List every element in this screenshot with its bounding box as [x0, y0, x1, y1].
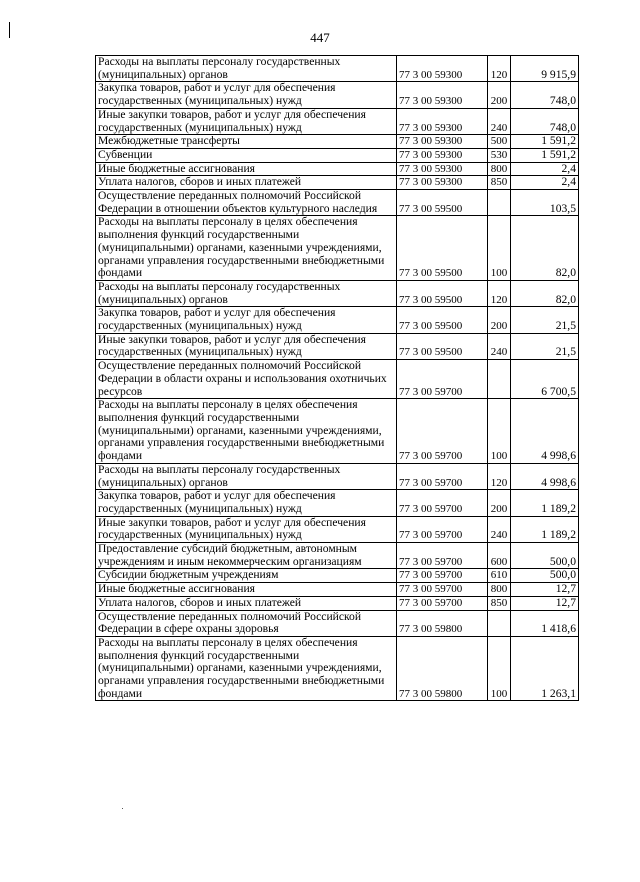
- item-amount: 103,5: [511, 190, 579, 216]
- table-row: [96, 216, 579, 281]
- table-row: [96, 596, 579, 610]
- item-name: Уплата налогов, сборов и иных платежей: [96, 596, 397, 610]
- scan-dot: [122, 808, 123, 809]
- item-name: Расходы на выплаты персоналу в целях обеспечения выполнения функций государственными (муниципальными) органами, казенными учреждениями, органами управления государственными внебюджетными фондами: [96, 216, 397, 281]
- item-expense-type: 800: [488, 162, 511, 176]
- item-name: Уплата налогов, сборов и иных платежей: [96, 176, 397, 190]
- item-expense-type: 850: [488, 596, 511, 610]
- item-amount: 12,7: [511, 583, 579, 597]
- item-code: 77 3 00 59500: [397, 307, 488, 333]
- item-code: 77 3 00 59300: [397, 82, 488, 108]
- item-expense-type: 120: [488, 280, 511, 306]
- item-amount: 12,7: [511, 596, 579, 610]
- item-name: Осуществление переданных полномочий Российской Федерации в отношении объектов культурного наследия: [96, 190, 397, 216]
- item-expense-type: [488, 190, 511, 216]
- table-row: [96, 56, 579, 82]
- item-code: 77 3 00 59700: [397, 583, 488, 597]
- table-row: [96, 333, 579, 359]
- item-expense-type: [488, 360, 511, 399]
- item-name: Расходы на выплаты персоналу государственных (муниципальных) органов: [96, 56, 397, 82]
- item-amount: 4 998,6: [511, 399, 579, 464]
- item-amount: 1 189,2: [511, 490, 579, 516]
- item-amount: 82,0: [511, 280, 579, 306]
- item-code: 77 3 00 59700: [397, 360, 488, 399]
- budget-table: [95, 55, 579, 701]
- item-name: Иные закупки товаров, работ и услуг для обеспечения государственных (муниципальных) нужд: [96, 516, 397, 542]
- item-name: Закупка товаров, работ и услуг для обеспечения государственных (муниципальных) нужд: [96, 490, 397, 516]
- table-row: [96, 516, 579, 542]
- table-row: [96, 360, 579, 399]
- table-row: [96, 108, 579, 134]
- item-expense-type: 500: [488, 135, 511, 149]
- item-code: 77 3 00 59500: [397, 333, 488, 359]
- table-row: [96, 543, 579, 569]
- table-row: [96, 162, 579, 176]
- table-row: [96, 583, 579, 597]
- item-amount: 1 263,1: [511, 636, 579, 701]
- item-code: 77 3 00 59300: [397, 176, 488, 190]
- item-code: 77 3 00 59500: [397, 280, 488, 306]
- item-name: Расходы на выплаты персоналу в целях обеспечения выполнения функций государственными (муниципальными) органами, казенными учреждениями, органами управления государственными внебюджетными фондами: [96, 399, 397, 464]
- item-amount: 1 591,2: [511, 148, 579, 162]
- item-expense-type: 200: [488, 307, 511, 333]
- item-amount: 4 998,6: [511, 463, 579, 489]
- item-code: 77 3 00 59300: [397, 162, 488, 176]
- table-row: [96, 463, 579, 489]
- item-expense-type: 120: [488, 56, 511, 82]
- item-amount: 748,0: [511, 82, 579, 108]
- item-code: 77 3 00 59300: [397, 135, 488, 149]
- item-expense-type: 240: [488, 516, 511, 542]
- item-expense-type: 100: [488, 216, 511, 281]
- item-code: 77 3 00 59500: [397, 216, 488, 281]
- table-row: [96, 636, 579, 701]
- item-amount: 500,0: [511, 543, 579, 569]
- table-row: [96, 190, 579, 216]
- item-name: Осуществление переданных полномочий Российской Федерации в сфере охраны здоровья: [96, 610, 397, 636]
- item-name: Иные бюджетные ассигнования: [96, 162, 397, 176]
- item-expense-type: 120: [488, 463, 511, 489]
- table-row: [96, 399, 579, 464]
- item-name: Расходы на выплаты персоналу в целях обеспечения выполнения функций государственными (муниципальными) органами, казенными учреждениями, органами управления государственными внебюджетными фондами: [96, 636, 397, 701]
- table-row: [96, 280, 579, 306]
- item-expense-type: 100: [488, 636, 511, 701]
- item-expense-type: 530: [488, 148, 511, 162]
- item-code: 77 3 00 59700: [397, 399, 488, 464]
- item-amount: 6 700,5: [511, 360, 579, 399]
- item-expense-type: [488, 610, 511, 636]
- table-row: [96, 176, 579, 190]
- item-amount: 1 418,6: [511, 610, 579, 636]
- item-amount: 2,4: [511, 176, 579, 190]
- item-code: 77 3 00 59300: [397, 148, 488, 162]
- item-code: 77 3 00 59700: [397, 596, 488, 610]
- item-code: 77 3 00 59800: [397, 610, 488, 636]
- item-expense-type: 610: [488, 569, 511, 583]
- item-name: Межбюджетные трансферты: [96, 135, 397, 149]
- item-code: 77 3 00 59700: [397, 543, 488, 569]
- item-name: Иные бюджетные ассигнования: [96, 583, 397, 597]
- item-amount: 1 189,2: [511, 516, 579, 542]
- item-code: 77 3 00 59800: [397, 636, 488, 701]
- item-expense-type: 200: [488, 490, 511, 516]
- table-row: [96, 135, 579, 149]
- budget-table-body: [96, 56, 579, 701]
- item-name: Иные закупки товаров, работ и услуг для обеспечения государственных (муниципальных) нужд: [96, 333, 397, 359]
- item-amount: 1 591,2: [511, 135, 579, 149]
- item-expense-type: 240: [488, 333, 511, 359]
- item-name: Предоставление субсидий бюджетным, автономным учреждениям и иным некоммерческим организациям: [96, 543, 397, 569]
- table-row: [96, 569, 579, 583]
- item-expense-type: 800: [488, 583, 511, 597]
- item-amount: 748,0: [511, 108, 579, 134]
- table-row: [96, 610, 579, 636]
- item-amount: 500,0: [511, 569, 579, 583]
- item-name: Закупка товаров, работ и услуг для обеспечения государственных (муниципальных) нужд: [96, 82, 397, 108]
- item-amount: 82,0: [511, 216, 579, 281]
- item-code: 77 3 00 59500: [397, 190, 488, 216]
- item-expense-type: 600: [488, 543, 511, 569]
- table-row: [96, 307, 579, 333]
- table-row: [96, 490, 579, 516]
- item-name: Расходы на выплаты персоналу государственных (муниципальных) органов: [96, 280, 397, 306]
- item-expense-type: 850: [488, 176, 511, 190]
- item-name: Расходы на выплаты персоналу государственных (муниципальных) органов: [96, 463, 397, 489]
- item-code: 77 3 00 59700: [397, 516, 488, 542]
- table-row: [96, 82, 579, 108]
- item-expense-type: 200: [488, 82, 511, 108]
- item-code: 77 3 00 59300: [397, 108, 488, 134]
- page-number: 447: [310, 30, 330, 45]
- item-name: Иные закупки товаров, работ и услуг для обеспечения государственных (муниципальных) нужд: [96, 108, 397, 134]
- item-code: 77 3 00 59700: [397, 490, 488, 516]
- item-name: Субвенции: [96, 148, 397, 162]
- item-name: Субсидии бюджетным учреждениям: [96, 569, 397, 583]
- item-expense-type: 240: [488, 108, 511, 134]
- item-name: Закупка товаров, работ и услуг для обеспечения государственных (муниципальных) нужд: [96, 307, 397, 333]
- item-code: 77 3 00 59700: [397, 569, 488, 583]
- item-amount: 9 915,9: [511, 56, 579, 82]
- item-amount: 21,5: [511, 307, 579, 333]
- item-code: 77 3 00 59300: [397, 56, 488, 82]
- item-amount: 2,4: [511, 162, 579, 176]
- item-code: 77 3 00 59700: [397, 463, 488, 489]
- item-amount: 21,5: [511, 333, 579, 359]
- item-expense-type: 100: [488, 399, 511, 464]
- item-name: Осуществление переданных полномочий Российской Федерации в области охраны и использования охотничьих ресурсов: [96, 360, 397, 399]
- table-row: [96, 148, 579, 162]
